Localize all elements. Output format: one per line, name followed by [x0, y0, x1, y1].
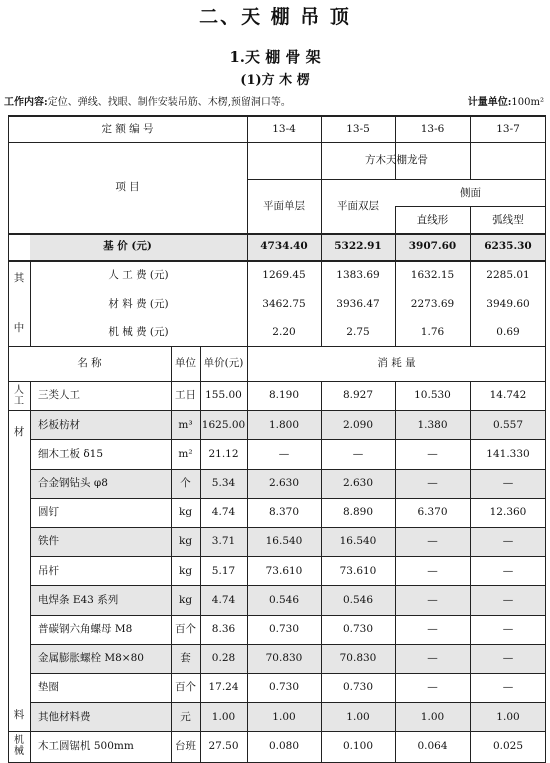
resource-name: 吊杆	[38, 564, 59, 577]
resource-quantity: 2.630	[342, 476, 374, 489]
quota-code: 13-4	[272, 122, 296, 135]
arc-header: 弧线型	[492, 213, 524, 226]
resource-quantity: —	[427, 593, 438, 606]
resource-quantity: —	[352, 447, 364, 460]
resource-quantity: —	[502, 652, 514, 665]
resource-quantity: 8.927	[342, 389, 374, 402]
table-rule	[30, 527, 546, 528]
resource-unit: 套	[180, 652, 191, 665]
resource-name: 其他材料费	[38, 710, 91, 723]
resource-quantity: 0.546	[342, 593, 374, 606]
work-content-text: 定位、弹线、找眼、制作安装吊筋、木楞,预留洞口等。	[47, 97, 291, 108]
among-label-bottom: 中	[13, 321, 25, 334]
resource-unit: m³	[178, 418, 193, 431]
quota-number-label: 定 额 编 号	[101, 122, 154, 135]
resource-unit: 百个	[175, 622, 196, 635]
resource-unit: 工日	[175, 389, 196, 402]
resource-price: 5.34	[211, 476, 236, 489]
resource-unit: 元	[180, 710, 191, 723]
table-rule	[8, 233, 546, 235]
resource-quantity: 2.090	[342, 418, 374, 431]
cost-row-value: 3462.75	[262, 297, 306, 310]
cost-row-value: 1269.45	[262, 269, 306, 282]
resource-price: 1625.00	[201, 418, 246, 431]
resource-quantity: —	[427, 476, 438, 489]
flat-single-header: 平面单层	[263, 199, 305, 212]
resource-quantity: 16.540	[265, 535, 303, 548]
table-rule	[30, 585, 546, 586]
straight-header: 直线形	[416, 213, 449, 226]
table-rule	[8, 731, 546, 732]
resource-unit: kg	[178, 506, 193, 519]
cost-row-value: 3936.47	[336, 297, 380, 310]
resource-quantity: —	[427, 681, 438, 694]
resource-quantity: 0.557	[492, 418, 524, 431]
measure-unit-value: 100m²	[511, 97, 544, 108]
resource-quantity: 10.530	[414, 389, 451, 402]
among-label-top: 其	[13, 271, 25, 284]
subsection-title: (1)方 木 楞	[240, 73, 310, 88]
quota-table	[8, 115, 546, 763]
flat-double-header: 平面双层	[337, 199, 379, 212]
table-rule	[30, 556, 546, 557]
table-rule	[30, 498, 546, 499]
resource-quantity: 0.100	[342, 739, 374, 752]
resource-unit: kg	[178, 564, 193, 577]
table-rule	[247, 179, 546, 180]
resource-quantity: —	[427, 652, 438, 665]
resource-quantity: 70.830	[339, 652, 377, 665]
resource-quantity: 1.380	[417, 418, 448, 431]
machine-category-label: 机械	[14, 735, 24, 758]
work-content	[4, 98, 291, 108]
resource-name: 细木工板 δ15	[38, 447, 104, 460]
resource-price: 155.00	[205, 389, 242, 402]
resource-quantity: —	[502, 593, 514, 606]
resource-quantity: 0.730	[342, 622, 374, 635]
resource-quantity: —	[502, 535, 514, 548]
resource-quantity: 2.630	[268, 476, 300, 489]
resource-quantity: 0.730	[342, 681, 374, 694]
unit-column-header: 单位	[175, 357, 196, 370]
resource-quantity: —	[502, 564, 514, 577]
resource-quantity: 8.370	[268, 506, 300, 519]
cost-row-value: 2.20	[272, 326, 296, 339]
resource-quantity: —	[427, 447, 438, 460]
resource-price: 4.74	[211, 506, 236, 519]
resource-quantity: —	[502, 476, 514, 489]
side-header: 侧面	[460, 186, 481, 199]
measure-unit-label: 计量单位:	[467, 97, 512, 108]
cost-row-value: 3949.60	[486, 297, 530, 310]
table-rule	[30, 644, 546, 645]
resource-name: 杉板枋材	[38, 418, 80, 431]
resource-price: 8.36	[211, 622, 236, 635]
resource-unit: kg	[178, 593, 193, 606]
material-category-label-bottom: 料	[13, 709, 25, 722]
resource-name: 木工圆锯机 500mm	[38, 739, 134, 752]
resource-quantity: 0.546	[268, 593, 300, 606]
resource-quantity: 141.330	[486, 447, 530, 460]
resource-quantity: 0.730	[268, 622, 300, 635]
resource-unit: 百个	[175, 681, 196, 694]
resource-price: 1.00	[211, 710, 236, 723]
resource-unit: kg	[178, 535, 193, 548]
cost-row-label: 机 械 费 (元)	[108, 326, 169, 339]
table-rule	[8, 381, 546, 382]
resource-quantity: 0.025	[492, 739, 524, 752]
base-price-value: 3907.60	[408, 240, 457, 253]
item-header: 项 目	[115, 181, 140, 194]
table-rule	[30, 469, 546, 470]
resource-quantity: 8.190	[268, 389, 300, 402]
table-rule	[321, 179, 322, 763]
resource-price: 4.74	[211, 593, 236, 606]
resource-quantity: 1.00	[272, 710, 296, 723]
resource-price: 21.12	[208, 447, 239, 460]
quota-code: 13-7	[496, 122, 520, 135]
resource-name: 圆钉	[38, 506, 59, 519]
resource-quantity: —	[427, 535, 438, 548]
base-price-value: 4734.40	[260, 240, 308, 253]
table-rule	[8, 115, 546, 117]
resource-quantity: 1.800	[268, 418, 300, 431]
material-category-label-top: 材	[13, 425, 25, 438]
resource-quantity: 14.742	[489, 389, 527, 402]
cost-row-value: 2273.69	[410, 297, 455, 310]
resource-quantity: 16.540	[339, 535, 377, 548]
table-rule	[247, 115, 248, 763]
table-rule	[8, 142, 546, 143]
section-title: 1.天 棚 骨 架	[229, 48, 321, 66]
cost-row-label: 材 料 费 (元)	[108, 297, 169, 310]
resource-quantity: 6.370	[417, 506, 448, 519]
resource-quantity: 1.00	[420, 710, 445, 723]
resource-quantity: 0.080	[268, 739, 300, 752]
cost-row-value: 0.69	[496, 326, 520, 339]
measure-unit	[468, 98, 544, 108]
resource-quantity: 73.610	[339, 564, 377, 577]
price-column-header: 单价(元)	[203, 357, 244, 370]
resource-quantity: —	[427, 622, 438, 635]
resource-name: 合金钢钻头 φ8	[38, 476, 108, 489]
work-content-label: 工作内容:	[4, 97, 48, 108]
cost-row-label: 人 工 费 (元)	[108, 269, 169, 282]
resource-quantity: 8.890	[342, 506, 374, 519]
resource-quantity: —	[502, 622, 514, 635]
resource-quantity: —	[427, 564, 438, 577]
cost-row-value: 1383.69	[336, 269, 380, 282]
table-rule	[30, 673, 546, 674]
group-header: 方木天棚龙骨	[365, 154, 428, 167]
quota-code: 13-6	[420, 122, 445, 135]
quota-code: 13-5	[346, 122, 370, 135]
base-price-value: 5322.91	[334, 240, 382, 253]
resource-quantity: —	[502, 681, 514, 694]
resource-name: 金属膨胀螺栓 M8×80	[38, 652, 144, 665]
labor-category-label: 人工	[14, 385, 24, 407]
table-rule	[30, 702, 546, 703]
resource-price: 0.28	[211, 652, 236, 665]
resource-name: 垫圈	[38, 681, 59, 694]
resource-quantity: 0.730	[268, 681, 300, 694]
resource-price: 17.24	[208, 681, 239, 694]
table-rule	[8, 410, 546, 411]
cost-row-value: 1.76	[420, 326, 445, 339]
table-rule	[8, 260, 546, 262]
resource-name: 铁件	[38, 535, 59, 548]
resource-name: 电焊条 E43 系列	[38, 593, 119, 606]
table-rule	[30, 615, 546, 616]
table-rule	[30, 439, 546, 440]
resource-unit: 个	[180, 476, 191, 489]
consumption-column-header: 消 耗 量	[377, 357, 416, 370]
cost-row-value: 2285.01	[486, 269, 530, 282]
base-price-label: 基 价 (元)	[103, 240, 152, 253]
resource-quantity: 12.360	[489, 506, 527, 519]
table-rule	[30, 381, 31, 763]
resource-name: 三类人工	[38, 389, 80, 402]
table-rule	[8, 115, 9, 763]
resource-price: 5.17	[211, 564, 236, 577]
resource-price: 3.71	[211, 535, 236, 548]
resource-name: 普碳钢六角螺母 M8	[38, 622, 133, 635]
base-price-value: 6235.30	[484, 240, 532, 253]
page-title: 二、天 棚 吊 顶	[199, 6, 351, 28]
resource-unit: 台班	[175, 739, 196, 752]
resource-quantity: 70.830	[265, 652, 303, 665]
name-column-header: 名 称	[77, 357, 102, 370]
resource-quantity: 73.610	[265, 564, 303, 577]
resource-unit: m²	[178, 447, 193, 460]
resource-quantity: 1.00	[496, 710, 520, 723]
resource-quantity: 0.064	[417, 739, 448, 752]
cost-row-value: 1632.15	[410, 269, 455, 282]
resource-price: 27.50	[208, 739, 239, 752]
resource-quantity: —	[278, 447, 290, 460]
resource-quantity: 1.00	[346, 710, 370, 723]
cost-row-value: 2.75	[346, 326, 370, 339]
